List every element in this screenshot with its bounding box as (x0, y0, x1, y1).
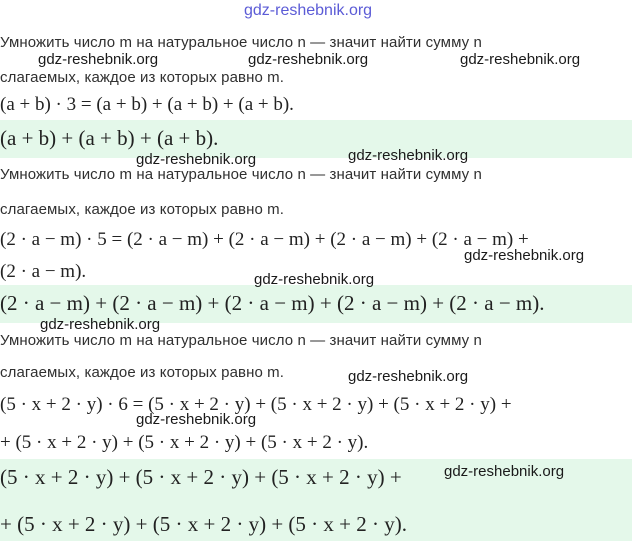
definition-line-1: Умножить число m на натуральное число n — значит найти сумму n (0, 34, 482, 51)
watermark: gdz-reshebnik.org (136, 411, 257, 428)
answer-line: + (5 · x + 2 · y) + (5 · x + 2 · y) + (5 · x + 2 · y). (0, 512, 407, 536)
watermark: gdz-reshebnik.org (136, 151, 257, 168)
watermark: gdz-reshebnik.org (348, 147, 469, 164)
equation-line: (5 · x + 2 · y) · 6 = (5 · x + 2 · y) + (5 · x + 2 · y) + (5 · x + 2 · y) + (0, 394, 512, 415)
equation-line: (2 · a − m) · 5 = (2 · a − m) + (2 · a − m) + (2 · a − m) + (2 · a − m) + (0, 229, 529, 250)
watermark: gdz-reshebnik.org (40, 316, 161, 333)
definition-line-2: слагаемых, каждое из которых равно m. (0, 364, 285, 381)
equation-line: (a + b) · 3 = (a + b) + (a + b) + (a + b). (0, 94, 294, 115)
watermark: gdz-reshebnik.org (348, 368, 469, 385)
answer-line: (2 · a − m) + (2 · a − m) + (2 · a − m) + (2 · a − m) + (2 · a − m). (0, 291, 545, 315)
answer-line: (5 · x + 2 · y) + (5 · x + 2 · y) + (5 · x + 2 · y) + (0, 465, 402, 489)
definition-line-1: Умножить число m на натуральное число n — значит найти сумму n (0, 166, 482, 183)
answer-line: (a + b) + (a + b) + (a + b). (0, 126, 219, 150)
definition-line-2: слагаемых, каждое из которых равно m. (0, 201, 285, 218)
watermark-top: gdz-reshebnik.org (244, 2, 373, 19)
watermark: gdz-reshebnik.org (254, 271, 375, 288)
definition-line-2: слагаемых, каждое из которых равно m. (0, 69, 285, 86)
watermark: gdz-reshebnik.org (464, 247, 585, 264)
watermark: gdz-reshebnik.org (38, 51, 159, 68)
watermark: gdz-reshebnik.org (248, 51, 369, 68)
equation-line: + (5 · x + 2 · y) + (5 · x + 2 · y) + (5 · x + 2 · y). (0, 432, 369, 453)
definition-line-1: Умножить число m на натуральное число n — значит найти сумму n (0, 332, 482, 349)
watermark: gdz-reshebnik.org (460, 51, 581, 68)
watermark: gdz-reshebnik.org (444, 463, 565, 480)
equation-line: (2 · a − m). (0, 261, 87, 282)
